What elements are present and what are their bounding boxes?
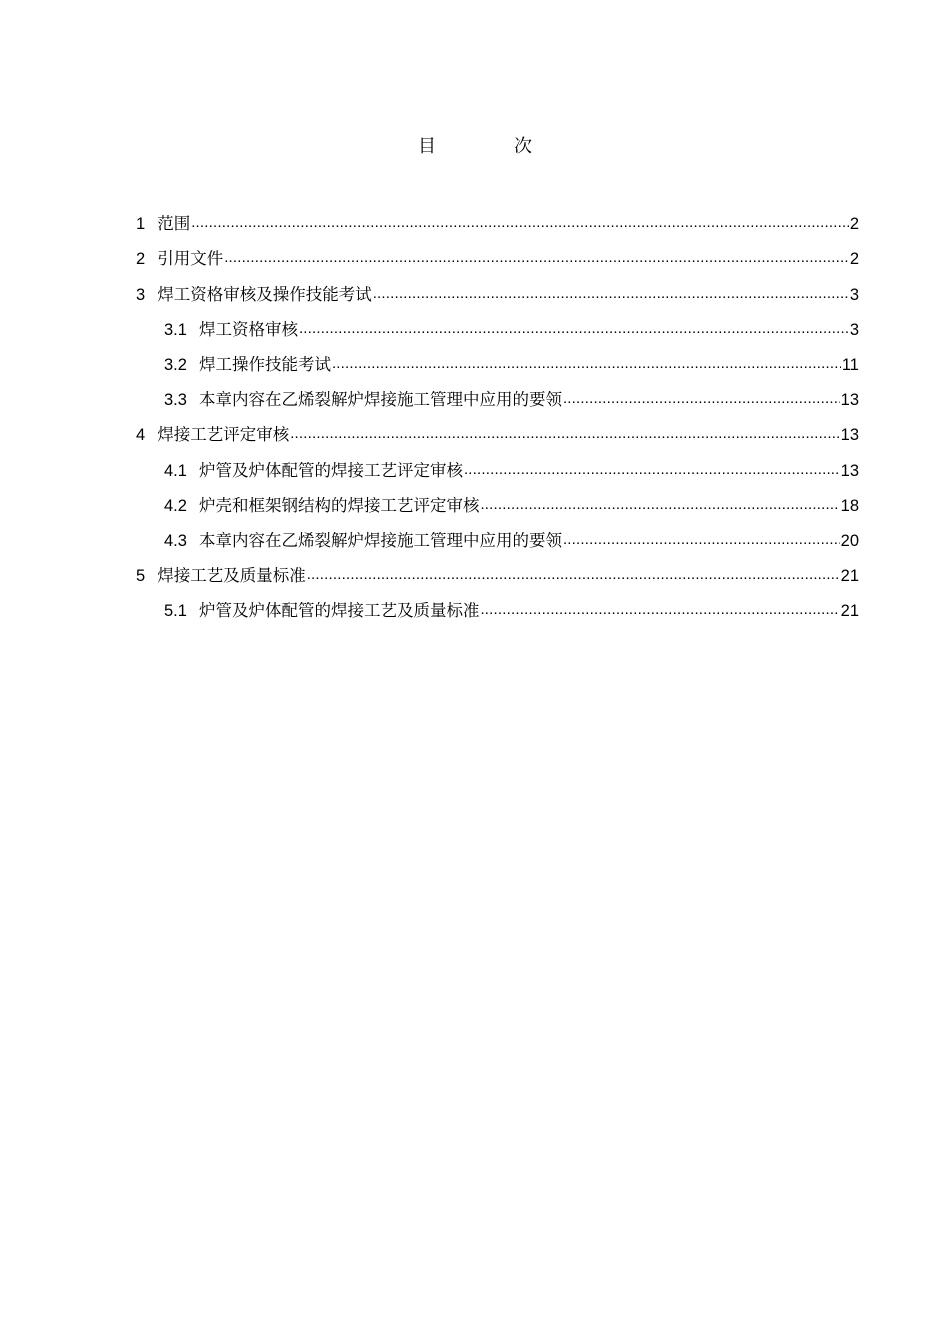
- entry-page-number: 2: [849, 250, 859, 269]
- dot-leader: [563, 527, 840, 553]
- dot-leader: [464, 457, 840, 483]
- toc-entry-3[interactable]: [136, 272, 859, 307]
- entry-label: 炉管及炉体配管的焊接工艺及质量标准: [198, 601, 480, 621]
- entry-page-number: 13: [840, 426, 859, 445]
- entry-label: 焊工资格审核及操作技能考试: [157, 284, 372, 304]
- toc-entry-1[interactable]: [136, 202, 859, 237]
- entry-page-number: 13: [840, 391, 859, 410]
- entry-label: 焊工操作技能考试: [198, 354, 331, 374]
- entry-number: 5: [136, 567, 146, 586]
- toc-entry-4-3[interactable]: [136, 519, 859, 554]
- entry-number: 5.1: [164, 602, 187, 621]
- dot-leader: [563, 386, 840, 412]
- toc-title-right: 次: [514, 136, 532, 157]
- entry-label: 焊接工艺及质量标准: [157, 566, 306, 586]
- toc-entry-2[interactable]: [136, 237, 859, 272]
- toc-entry-3-1[interactable]: [136, 308, 859, 343]
- toc-entry-3-2[interactable]: [136, 343, 859, 378]
- entry-label: 引用文件: [157, 249, 224, 269]
- toc-entry-4-2[interactable]: [136, 484, 859, 519]
- entry-page-number: 18: [840, 496, 859, 515]
- entry-number: 4: [136, 426, 146, 445]
- entry-number: 3.3: [164, 391, 187, 410]
- entry-number: 3.1: [164, 320, 187, 339]
- dot-leader: [480, 492, 839, 518]
- dot-leader: [191, 210, 849, 236]
- dot-leader: [224, 245, 849, 271]
- entry-number: 4.2: [164, 496, 187, 515]
- entry-page-number: 21: [840, 567, 859, 586]
- toc-entry-4[interactable]: [136, 413, 859, 448]
- dot-leader: [332, 351, 841, 377]
- entry-label: 炉壳和框架钢结构的焊接工艺评定审核: [198, 495, 480, 515]
- entry-page-number: 13: [840, 461, 859, 480]
- entry-number: 4.1: [164, 461, 187, 480]
- entry-page-number: 20: [840, 531, 859, 550]
- entry-label: 本章内容在乙烯裂解炉焊接施工管理中应用的要领: [198, 530, 562, 550]
- entry-page-number: 3: [849, 320, 859, 339]
- dot-leader: [307, 562, 840, 588]
- toc-title-left: 目: [418, 136, 436, 157]
- entry-page-number: 11: [841, 355, 859, 374]
- entry-page-number: 3: [849, 285, 859, 304]
- toc-entry-5-1[interactable]: [136, 589, 859, 624]
- entry-label: 焊接工艺评定审核: [157, 425, 290, 445]
- entry-number: 1: [136, 215, 146, 234]
- dot-leader: [480, 597, 839, 623]
- entry-page-number: 2: [849, 215, 859, 234]
- dot-leader: [299, 316, 849, 342]
- toc-list: [136, 202, 859, 624]
- entry-label: 焊工资格审核: [198, 319, 298, 339]
- dot-leader: [290, 421, 839, 447]
- dot-leader: [373, 281, 849, 307]
- toc-entry-5[interactable]: [136, 554, 859, 589]
- entry-number: 3.2: [164, 355, 187, 374]
- entry-label: 炉管及炉体配管的焊接工艺评定审核: [198, 460, 463, 480]
- entry-number: 2: [136, 250, 146, 269]
- toc-entry-4-1[interactable]: [136, 448, 859, 483]
- toc-title: [0, 134, 950, 160]
- entry-page-number: 21: [840, 602, 859, 621]
- toc-entry-3-3[interactable]: [136, 378, 859, 413]
- entry-label: 范围: [157, 214, 191, 234]
- entry-number: 4.3: [164, 531, 187, 550]
- entry-label: 本章内容在乙烯裂解炉焊接施工管理中应用的要领: [198, 390, 562, 410]
- entry-number: 3: [136, 285, 146, 304]
